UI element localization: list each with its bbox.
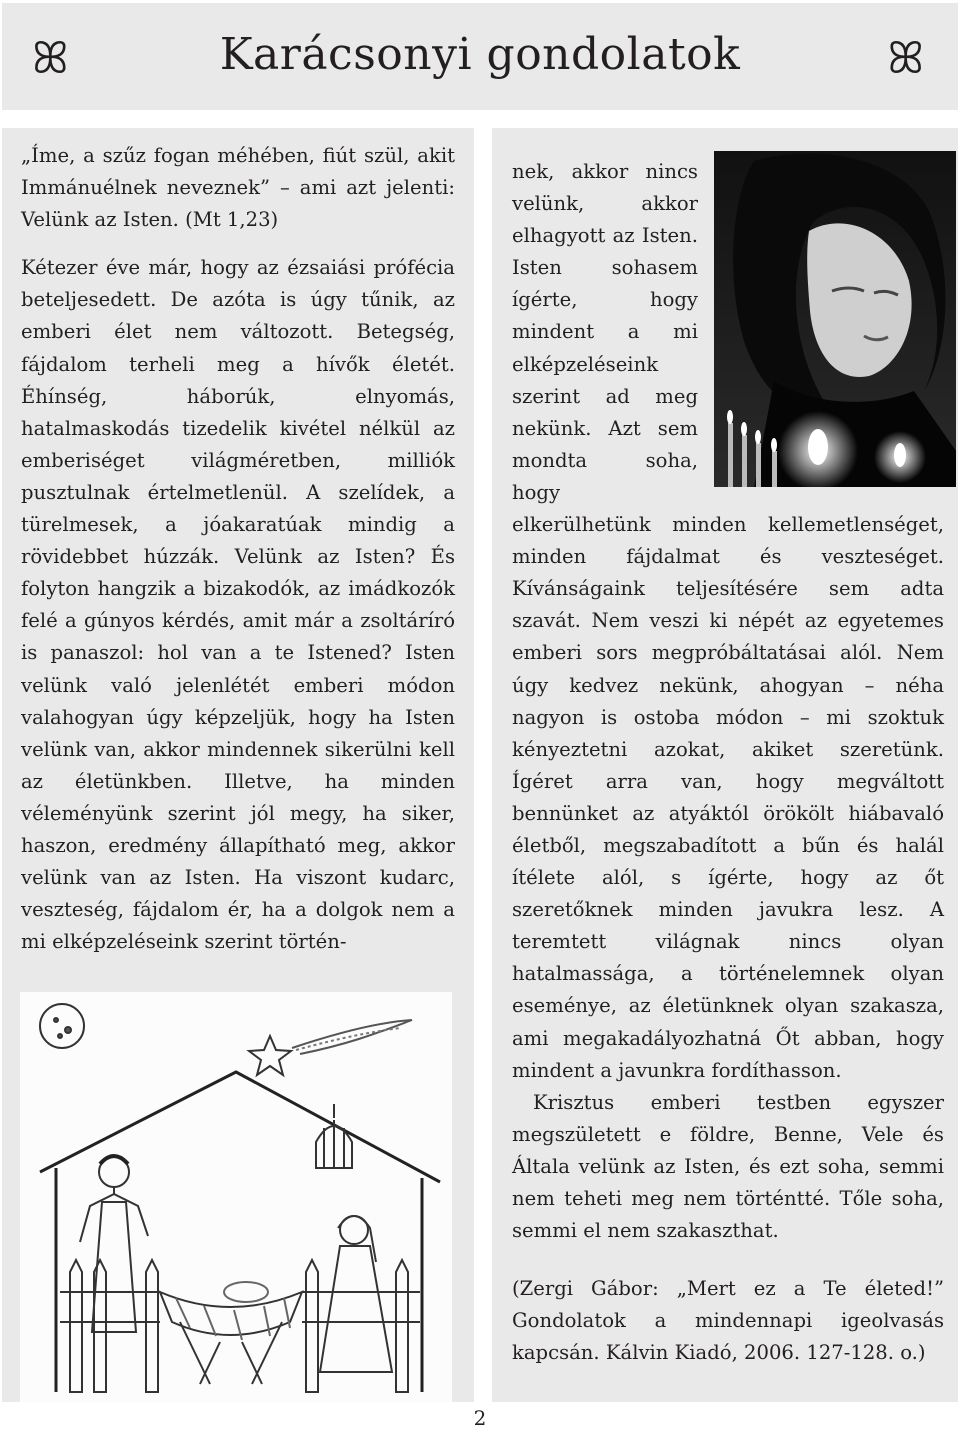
source-citation: (Zergi Gábor: „Mert ez a Te életed!” Gondolatok a mindennapi igeolvasás kapcsán. Kálvin Kiadó, 2006. 127-128. o.) xyxy=(512,1277,944,1365)
fleuron-ornament-icon: ꕤ xyxy=(32,33,69,84)
body-paragraph: Kétezer éve már, hogy az ézsaiási prófécia beteljesedett. De azóta is úgy tűnik, az emberi élet nem változott. Betegség, fájdalom terheli meg a hívők életét. Éhínség, háborúk, elnyomás, hatalmaskodás tizedelik kivétel nélkül az emberiséget világméretben, milliók pusztulnak értelmetlenül. A szelídek, a türelmesek, a jóakaratúak mindig a rövidebbet húzzák. Velünk az Isten? És folyton hangzik a bizakodók, az imádkozók felé a gúnyos kérdés, amit már a zsoltáríró is panaszol: hol van a te Istened? Isten velünk való jelenlétét emberi módon valahogyan úgy képzeljük, hogy ha Isten velünk van, akkor mindennek sikerülni kell az életünkben. Illetve, ha minden véleményünk szerint jól megy, ha siker, haszon, eredmény állapítható meg, akkor velünk van az Isten. Ha viszont kudarc, veszteség, fájdalom ér, ha a dolgok nem a mi elképzeléseink szerint történ- xyxy=(21,256,455,954)
right-column-text xyxy=(512,156,944,1369)
fleuron-ornament-icon: ꕤ xyxy=(887,33,924,84)
page-title: Karácsonyi gondolatok xyxy=(219,29,741,80)
body-paragraph: Krisztus emberi testben egyszer megszületett e földre, Benne, Vele és Általa velünk az Isten, és ezt soha, semmi nem teheti meg nem történtté. Tőle soha, semmi el nem szakaszthat. xyxy=(512,1090,944,1243)
header-banner xyxy=(2,3,958,110)
woman-with-candles-photo xyxy=(714,151,956,487)
left-column xyxy=(2,128,474,1402)
right-column xyxy=(492,128,958,1402)
nativity-drawing xyxy=(20,992,452,1402)
moon-icon xyxy=(40,1004,84,1048)
body-paragraph: nek, akkor nincs velünk, akkor elhagyott az Isten. Isten sohasem ígérte, hogy mindent a mi elképzeléseink szerint ad meg nekünk. Azt sem mondta soha, hogy elkerülhetünk minden kellemetlenséget, minden fájdalmat és veszteséget. Kívánságaink teljesítésére sem adta szavát. Nem veszi ki népét az egyetemes emberi sors megpróbáltatásai alól. Nem úgy kedvez nekünk, ahogyan – néha nagyon is ostoba módon – mi szoktuk kényeztetni azokat, akiket szeretünk. Ígéret arra van, hogy megváltott bennünket az atyáktól örökölt hiábavaló életből, megszabadított a bűn és halál ítélete alól, s ígérte, hogy az őt szeretőknek minden javukra lesz. A teremtett világnak nincs olyan hatalmassága, a történelemnek olyan eseménye, az életünknek olyan szakasza, ami megakadályozhatná Őt abban, hogy mindent a javunkra fordíthasson. xyxy=(512,160,944,1082)
bible-quote: „Íme, a szűz fogan méhében, fiút szül, akit Immánuélnek neveznek” – ami azt jelenti: Velünk az Isten. (Mt 1,23) xyxy=(21,144,455,232)
left-column-text xyxy=(21,140,455,958)
star-icon xyxy=(249,1036,291,1075)
page-number: 2 xyxy=(473,1406,487,1430)
